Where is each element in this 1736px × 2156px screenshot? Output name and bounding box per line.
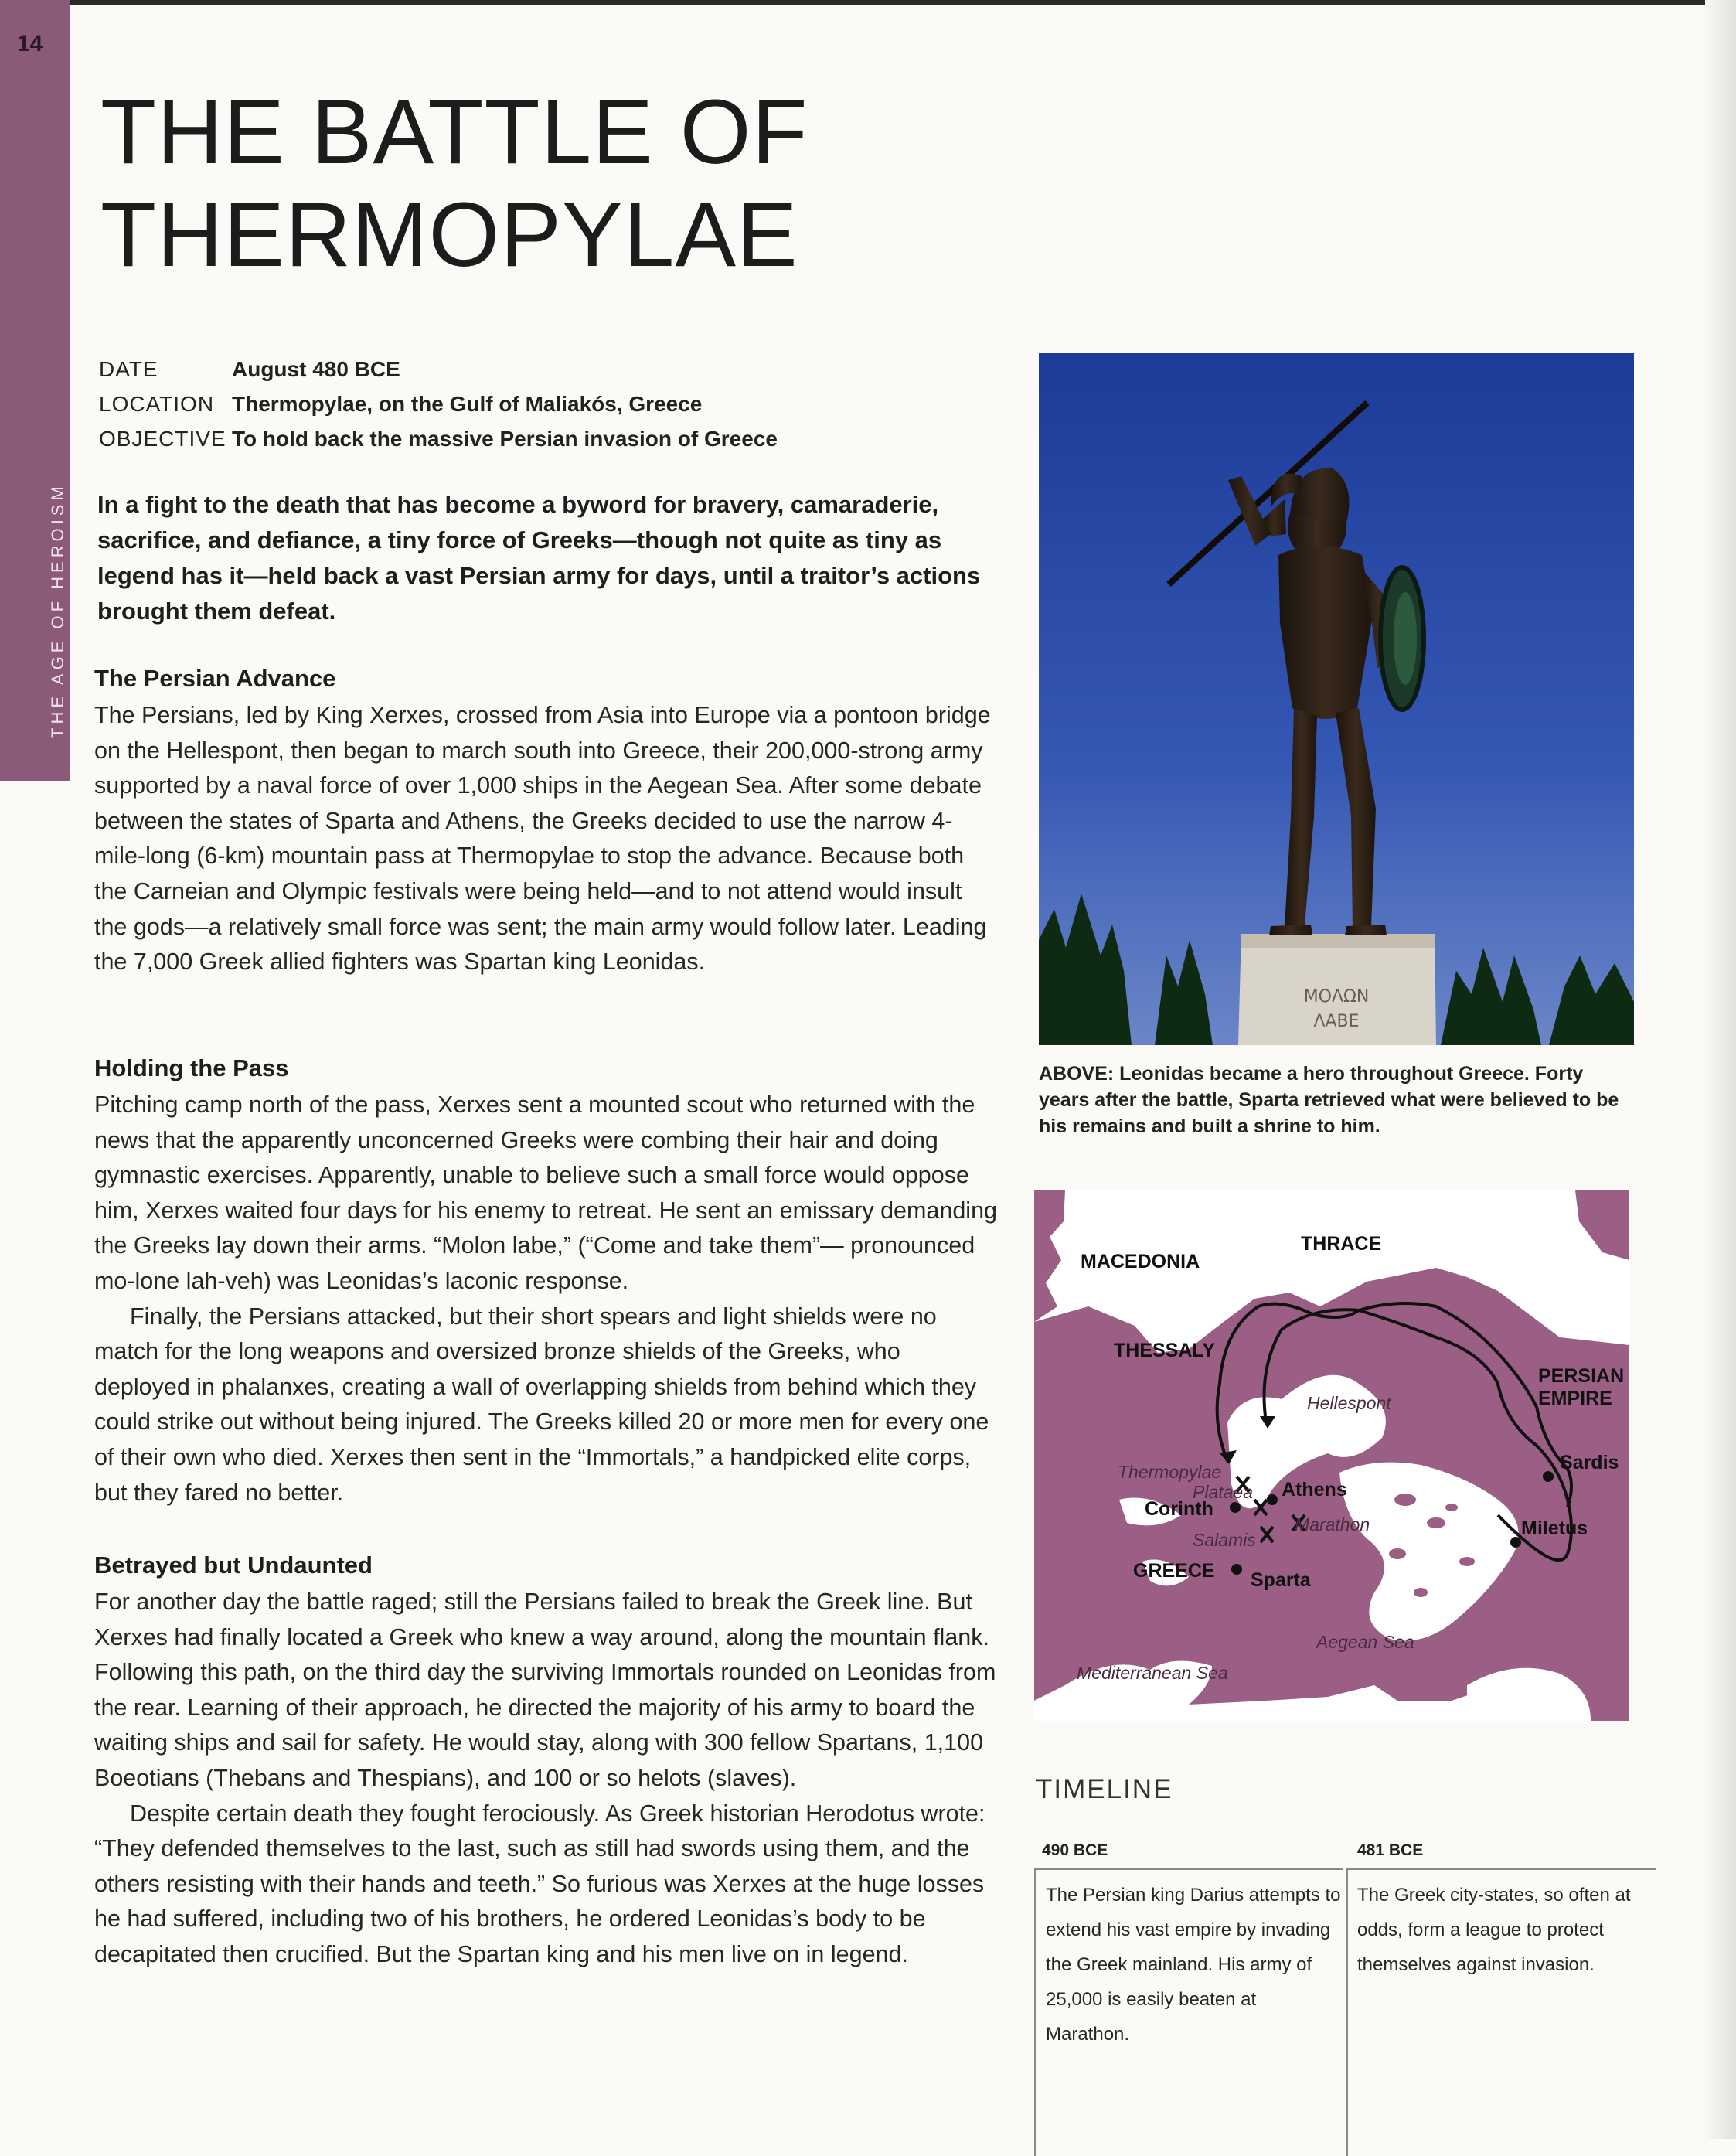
title-line-1: THE BATTLE OF (100, 81, 808, 183)
leonidas-statue-photo (1039, 353, 1634, 1045)
page-title (100, 81, 951, 287)
timeline-entry (1034, 1841, 1343, 2156)
location-label: LOCATION (99, 392, 215, 416)
section-label: THE AGE OF HEROISM (48, 482, 67, 738)
page-number: 14 (17, 31, 43, 56)
label-empire: EMPIRE (1538, 1388, 1612, 1409)
timeline-heading: TIMELINE (1036, 1774, 1173, 1804)
paragraph: Pitching camp north of the pass, Xerxes sent a mounted scout who returned with the news that the apparently unconcerned Greeks were combing their hair and doing gymnastic exercises. Apparently, unable to believe such a small force would oppose him, Xerxes waited four days for his enemy to retreat. He sent an emissary demanding the Greeks lay down their arms. “Molon labe,” (“Come and take them”— pronounced mo-lone lah-veh) was Leonidas’s laconic response. (94, 1092, 998, 1294)
section-persian-advance (94, 698, 999, 980)
label-sardis: Sardis (1560, 1452, 1619, 1473)
label-sparta: Sparta (1251, 1569, 1311, 1591)
label-plataea: Plataea (1193, 1482, 1254, 1502)
location-row (99, 387, 949, 421)
timeline-year: 481 BCE (1357, 1841, 1424, 1859)
objective-label: OBJECTIVE (99, 427, 226, 451)
objective-value: To hold back the massive Persian invasion of Greece (232, 427, 778, 451)
section-side-band (0, 0, 70, 781)
location-value: Thermopylae, on the Gulf of Maliakós, Greece (232, 392, 703, 416)
label-thrace: THRACE (1301, 1233, 1382, 1255)
label-salamis: Salamis (1193, 1530, 1256, 1550)
paragraph: Finally, the Persians attacked, but their short spears and light shields were no match for the long weapons and oversized bronze shields of the Greeks, who deployed in phalanxes, creating a wall of overlapping shields from behind which they could strike out without being injured. The Greeks killed 20 or more men for every one of their own who died. Xerxes then sent in the “Immortals,” a handpicked elite corps, but they fared no better. (94, 1303, 989, 1506)
label-marathon: Marathon (1295, 1514, 1370, 1534)
label-persian: PERSIAN (1538, 1365, 1625, 1387)
statue-illustration (1039, 353, 1634, 1045)
label-macedonia: MACEDONIA (1081, 1251, 1200, 1272)
heading-betrayed: Betrayed but Undaunted (94, 1551, 373, 1579)
map-graphic (1034, 1190, 1629, 1721)
inscription-line-2: ΛΑΒΕ (1313, 1012, 1360, 1031)
paragraph: Despite certain death they fought ferociously. As Greek historian Herodotus wrote: “They defended themselves to the last, such as still had swords using them, and the others resisting with their hands and teeth.” So furious was Xerxes at the huge losses he had suffered, including two of his brothers, he ordered Leonidas’s body to be decapitated then crucified. But the Spartan king and his men live on in legend. (94, 1800, 985, 1967)
paragraph: For another day the battle raged; still the Persians failed to break the Greek line. But Xerxes had finally located a Greek who knew a way around, along the mountain flank. Following this path, on the third day the surviving Immortals rounded on Leonidas from the rear. Learning of their approach, he directed the majority of his army to board the waiting ships and sail for safety. He would stay, along with 300 fellow Spartans, 1,100 Boeotians (Thebans and Thespians), and 100 or so helots (slaves). (94, 1589, 996, 1791)
label-mediterranean-sea: Mediterranean Sea (1077, 1663, 1228, 1683)
label-corinth: Corinth (1145, 1498, 1213, 1520)
heading-holding-pass: Holding the Pass (94, 1054, 289, 1081)
label-aegean-sea: Aegean Sea (1316, 1632, 1414, 1652)
fact-box (99, 352, 949, 456)
date-value: August 480 BCE (232, 357, 400, 381)
paragraph: The Persians, led by King Xerxes, crossed from Asia into Europe via a pontoon bridge on the Hellespont, then began to march south into Greece, their 200,000-strong army supported by a naval force of over 1,000 ships in the Aegean Sea. After some debate between the states of Sparta and Athens, the Greeks decided to use the narrow 4-mile-long (6-km) mountain pass at Thermopylae to stop the advance. Because both the Carneian and Olympic festivals were being held—and to not attend would insult the gods—a relatively small force was sent; the main army would follow later. Leading the 7,000 Greek allied fighters was Spartan king Leonidas. (94, 702, 991, 976)
section-holding-pass (94, 1088, 999, 1511)
date-row (99, 352, 949, 387)
inscription-line-1: ΜΟΛΩΝ (1303, 987, 1370, 1006)
page-gutter-shadow (1702, 0, 1736, 2139)
label-miletus: Miletus (1521, 1517, 1588, 1539)
date-label: DATE (99, 357, 158, 381)
objective-row (99, 421, 949, 456)
heading-persian-advance: The Persian Advance (94, 665, 336, 692)
label-thessaly: THESSALY (1114, 1340, 1216, 1361)
title-line-2: THERMOPYLAE (100, 184, 798, 286)
timeline-text: The Persian king Darius attempts to extend his vast empire by invading the Greek mainland. His army of 25,000 is easily beaten at Marathon. (1034, 1868, 1343, 2156)
photo-caption: ABOVE: Leonidas became a hero throughout Greece. Forty years after the battle, Sparta retrieved what were believed to be his remains and built a shrine to him. (1039, 1063, 1619, 1137)
intro-paragraph: In a fight to the death that has become a byword for bravery, camaraderie, sacrifice, and defiance, a tiny force of Greeks—though not quite as tiny as legend has it—held back a vast Persian army for days, until a traitor’s actions brought them defeat. (97, 491, 981, 625)
top-rule (70, 0, 1705, 5)
label-greece: GREECE (1133, 1560, 1215, 1582)
label-thermopylae: Thermopylae (1118, 1462, 1222, 1482)
label-hellespont: Hellespont (1307, 1393, 1391, 1413)
label-athens: Athens (1282, 1479, 1347, 1500)
timeline-year: 490 BCE (1042, 1841, 1108, 1859)
timeline-text: The Greek city-states, so often at odds, form a league to protect themselves against invasion. (1346, 1868, 1656, 2156)
campaign-map (1034, 1190, 1629, 1721)
section-betrayed (94, 1585, 999, 1973)
timeline-entry (1346, 1841, 1656, 2156)
